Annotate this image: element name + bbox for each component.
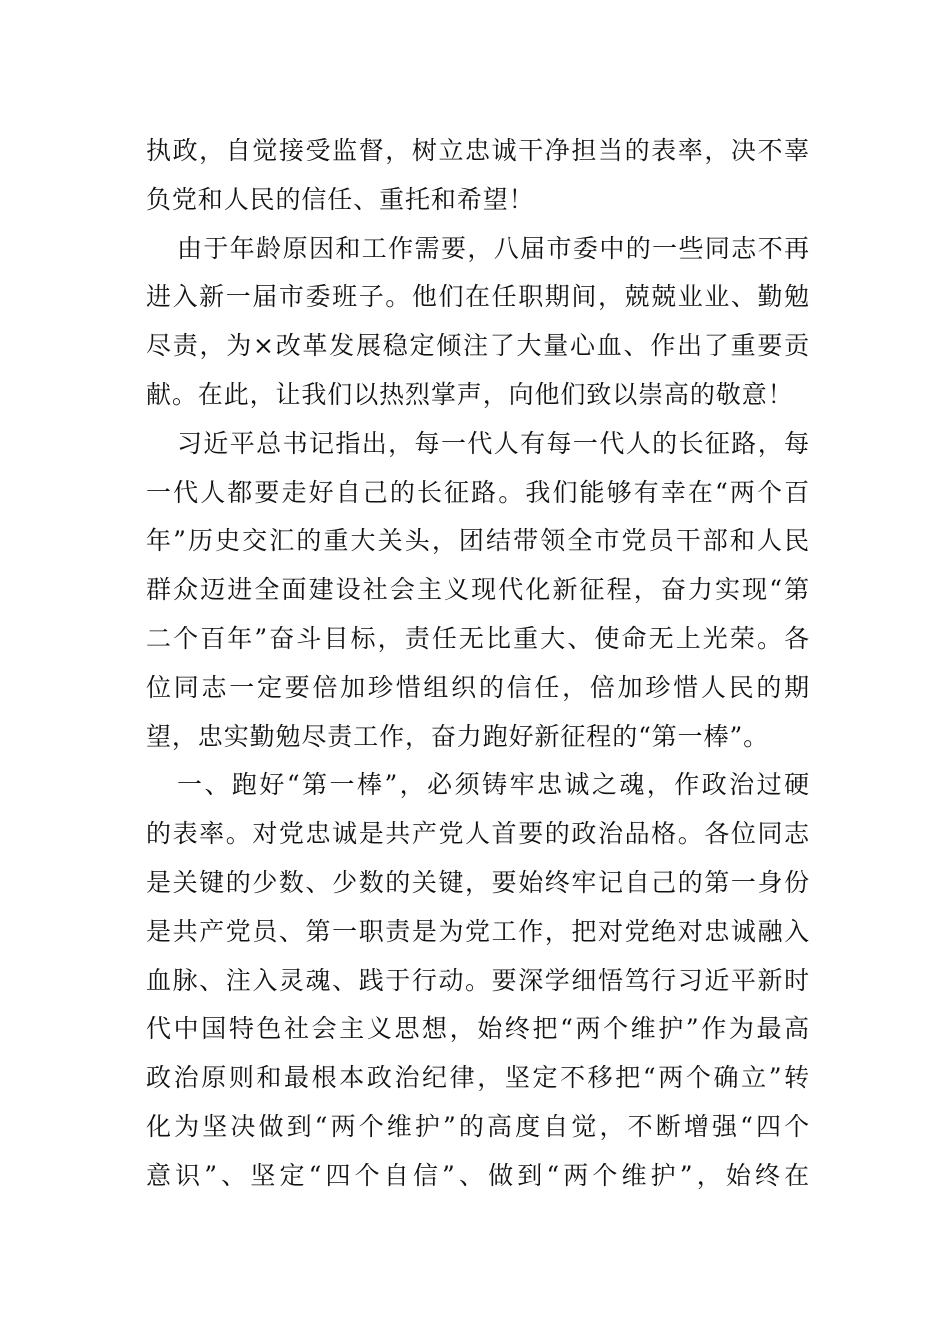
text-line: 负党和人民的信任、重托和希望！ xyxy=(146,184,535,214)
text-line: 一代人都要走好自己的长征路。我们能够有幸在“两个百 xyxy=(146,477,810,507)
text-line: 二个百年”奋斗目标，责任无比重大、使命无上光荣。各 xyxy=(146,623,810,653)
text-line: 政治原则和最根本政治纪律，坚定不移把“两个确立”转 xyxy=(146,1063,810,1093)
paragraph-first-line: 由于年龄原因和工作需要，八届市委中的一些同志不再 xyxy=(177,233,810,263)
text-line: 意识”、坚定“四个自信”、做到“两个维护”，始终在 xyxy=(146,1160,810,1190)
text-line: 的表率。对党忠诚是共产党人首要的政治品格。各位同志 xyxy=(146,819,810,849)
paragraph-first-line: 习近平总书记指出，每一代人有每一代人的长征路，每 xyxy=(177,428,810,458)
text-line: 献。在此，让我们以热烈掌声，向他们致以崇高的敬意！ xyxy=(146,379,794,409)
paragraph-first-line: 一、跑好“第一棒”，必须铸牢忠诚之魂，作政治过硬 xyxy=(177,770,810,800)
text-line: 执政，自觉接受监督，树立忠诚干净担当的表率，决不辜 xyxy=(146,136,810,165)
text-line: 位同志一定要倍加珍惜组织的信任，倍加珍惜人民的期 xyxy=(146,672,810,702)
text-line: 代中国特色社会主义思想，始终把“两个维护”作为最高 xyxy=(146,1014,810,1044)
text-line: 化为坚决做到“两个维护”的高度自觉，不断增强“四个 xyxy=(146,1111,810,1141)
text-line: 望，忠实勤勉尽责工作，奋力跑好新征程的“第一棒”。 xyxy=(146,721,770,751)
text-line: 群众迈进全面建设社会主义现代化新征程，奋力实现“第 xyxy=(146,575,810,605)
body-text xyxy=(146,127,810,1201)
text-line: 尽责，为×改革发展稳定倾注了大量心血、作出了重要贡 xyxy=(146,331,810,361)
text-line: 年”历史交汇的重大关头，团结带领全市党员干部和人民 xyxy=(146,526,810,556)
text-line: 进入新一届市委班子。他们在任职期间，兢兢业业、勤勉 xyxy=(146,282,810,312)
text-line: 血脉、注入灵魂、践于行动。要深学细悟笃行习近平新时 xyxy=(146,965,810,995)
text-line: 是关键的少数、少数的关键，要始终牢记自己的第一身份 xyxy=(146,867,810,897)
text-line: 是共产党员、第一职责是为党工作，把对党绝对忠诚融入 xyxy=(146,916,810,946)
